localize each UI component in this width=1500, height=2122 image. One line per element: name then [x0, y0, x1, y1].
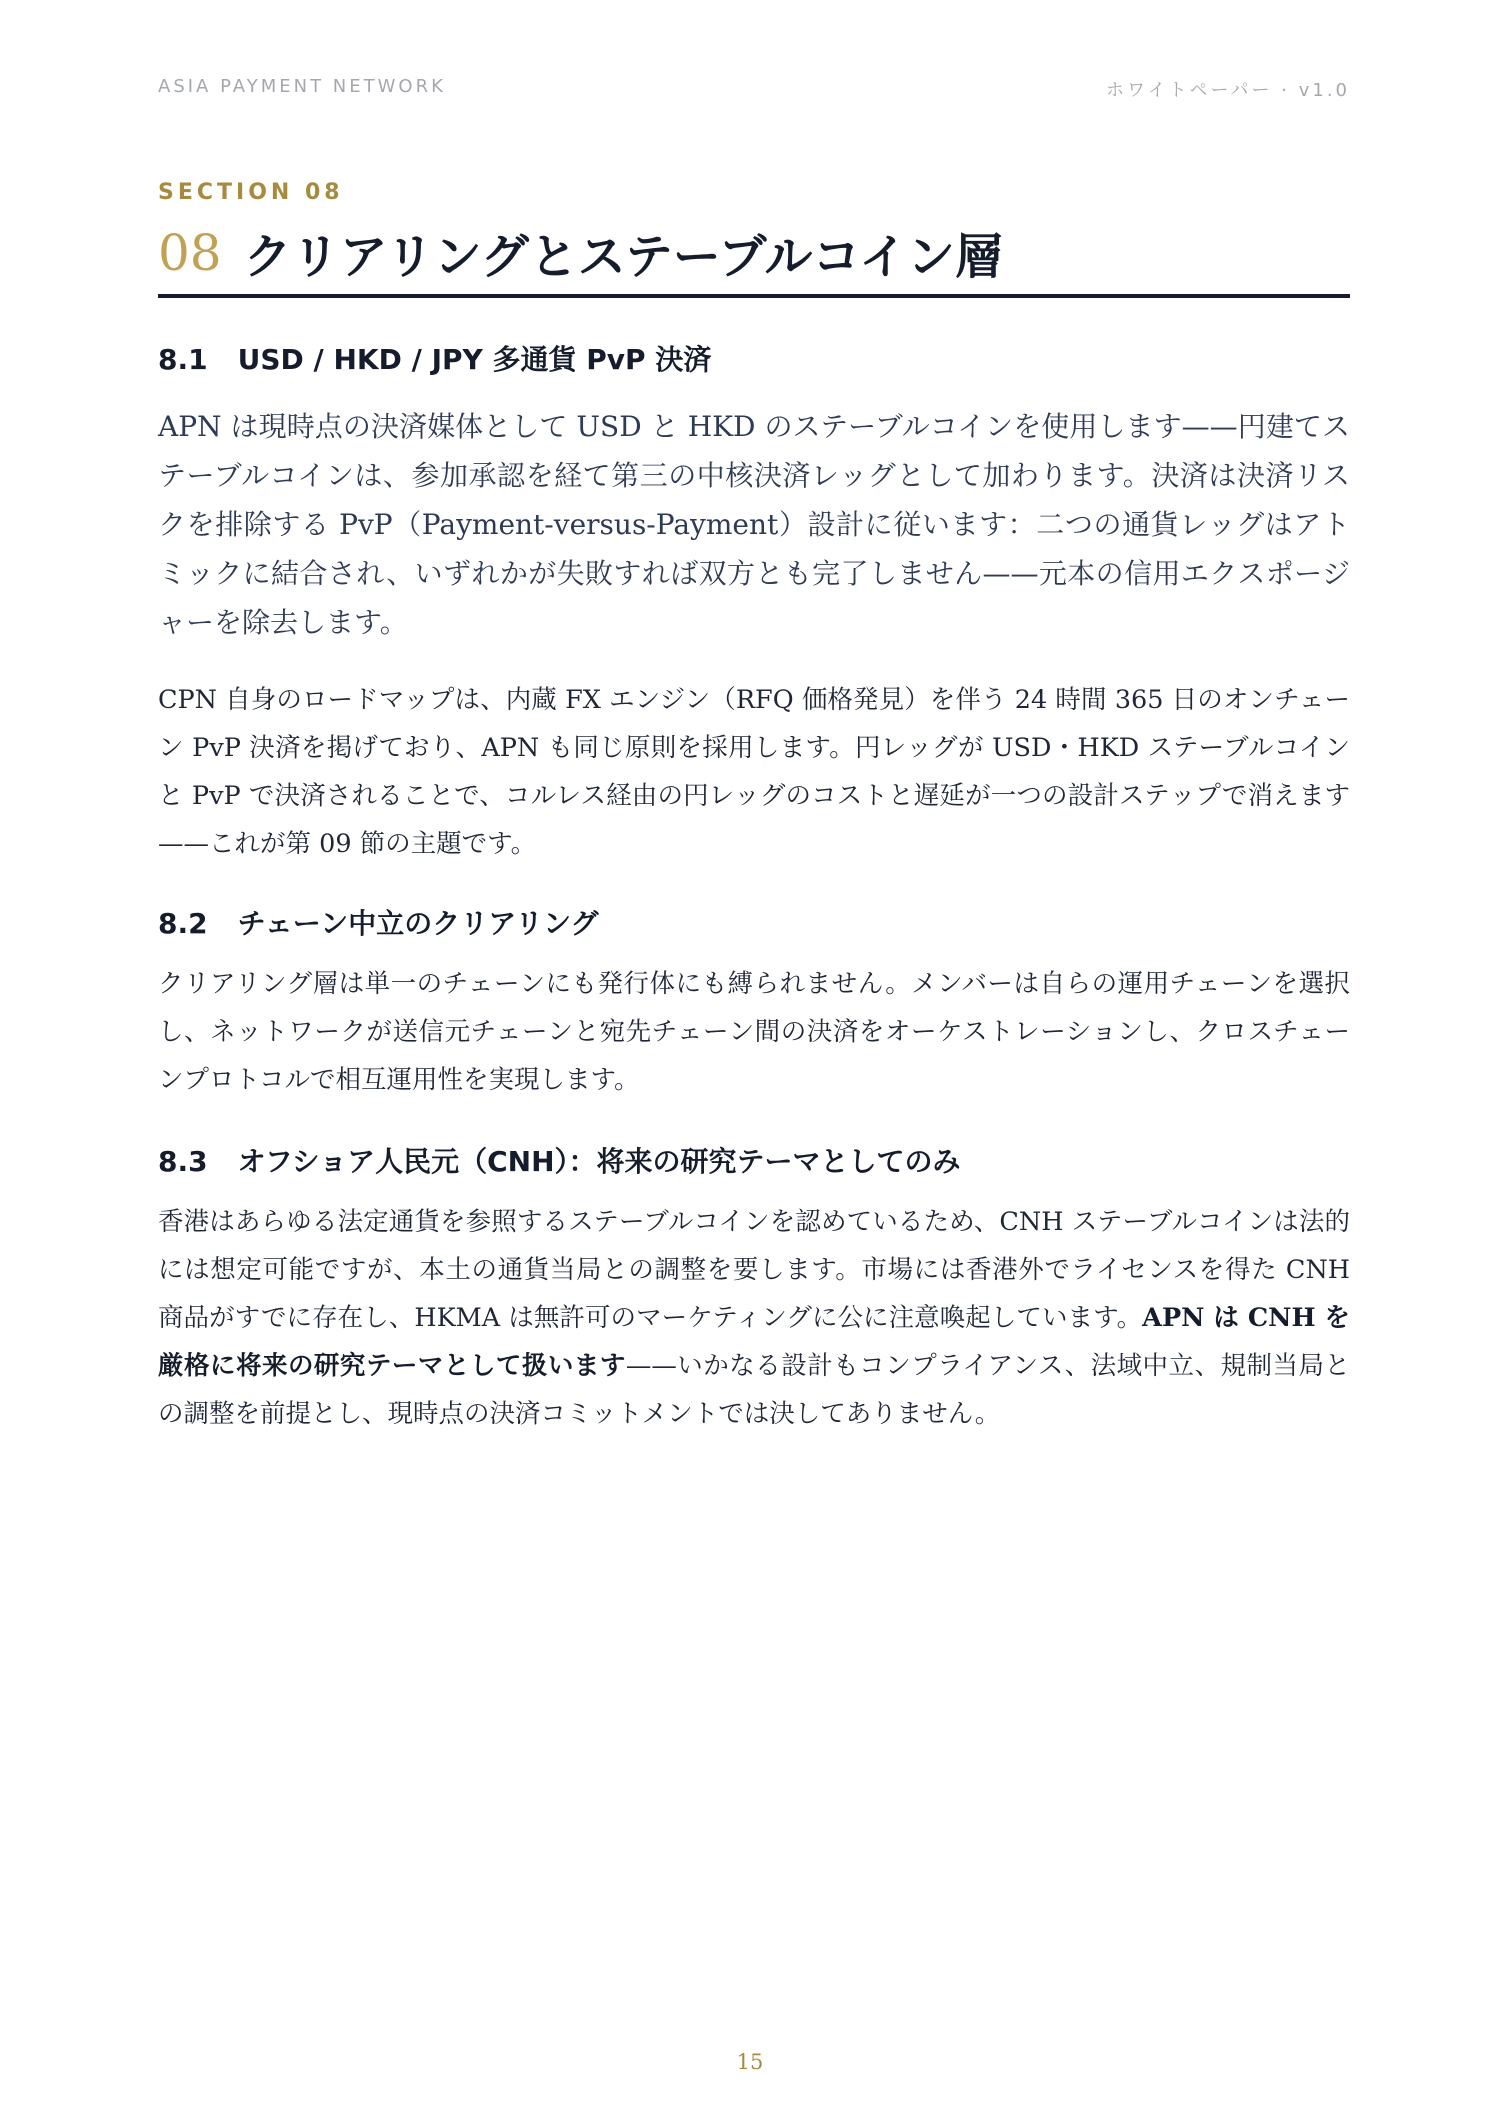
- header-document-version: ホワイトペーパー · v1.0: [1105, 80, 1350, 101]
- page-number: 15: [736, 2050, 764, 2074]
- paragraph-8-2: クリアリング層は単一のチェーンにも発行体にも縛られません。メンバーは自らの運用チェーンを選択し、ネットワークが送信元チェーンと宛先チェーン間の決済をオーケストレーションし、クロスチェーンプロトコルで相互運用性を実現します。: [158, 969, 1350, 1095]
- subsection-title: USD / HKD / JPY 多通貨 PvP 決済: [237, 343, 712, 376]
- subsection-heading-8-1: [158, 338, 1350, 378]
- paragraph-8-1-a: APN は現時点の決済媒体として USD と HKD のステーブルコインを使用します——円建てステーブルコインは、参加承認を経て第三の中核決済レッグとして加わります。決済は決済リスクを排除する PvP（Payment-versus-Payment）設計に従います：二つの通貨レッグはアトミックに結合され、いずれかが失敗すれば双方とも完了しません——元本の信用エクスポージャーを除去します。: [158, 410, 1350, 639]
- paragraph-8-3-text: 香港はあらゆる法定通貨を参照するステーブルコインを認めているため、CNH ステーブルコインは法的には想定可能ですが、本土の通貨当局との調整を要します。市場には香港外でライセンスを得た CNH 商品がすでに存在し、HKMA は無許可のマーケティングに公に注意喚起しています。: [158, 1207, 1350, 1333]
- paragraph-8-3-text-end: ——いかなる設計もコンプライアンス、法域中立、規制当局との調整を前提とし、現時点の決済コミットメントでは決してありません。: [158, 1351, 1350, 1429]
- subsection-title: チェーン中立のクリアリング: [237, 907, 599, 940]
- subsection-number: 8.3: [158, 1145, 208, 1178]
- section-kicker: SECTION 08: [158, 180, 344, 205]
- paragraph-8-3-emphasis: APN は CNH を厳格に将来の研究テーマとして扱います: [158, 1303, 1350, 1381]
- header-publisher: ASIA PAYMENT NETWORK: [158, 76, 446, 97]
- title-divider: [158, 294, 1350, 298]
- subsection-number: 8.2: [158, 907, 208, 940]
- subsection-heading-8-2: [158, 902, 1350, 942]
- running-header: [158, 76, 1350, 100]
- subsection-number: 8.1: [158, 343, 208, 376]
- paragraph-8-3: [158, 1198, 1350, 1438]
- subsection-heading-8-3: [158, 1140, 1350, 1180]
- paragraph-8-1-b: CPN 自身のロードマップは、内蔵 FX エンジン（RFQ 価格発見）を伴う 24 時間 365 日のオンチェーン PvP 決済を掲げており、APN も同じ原則を採用します。円レッグが USD・HKD ステーブルコインと PvP で決済されることで、コルレス経由の円レッグのコストと遅延が一つの設計ステップで消えます——これが第 09 節の主題です。: [158, 685, 1350, 859]
- section-title-text: クリアリングとステーブルコイン層: [243, 229, 1003, 285]
- section-title: [158, 218, 1350, 294]
- subsection-title: オフショア人民元（CNH）：将来の研究テーマとしてのみ: [237, 1145, 961, 1178]
- section-number: 08: [158, 223, 222, 282]
